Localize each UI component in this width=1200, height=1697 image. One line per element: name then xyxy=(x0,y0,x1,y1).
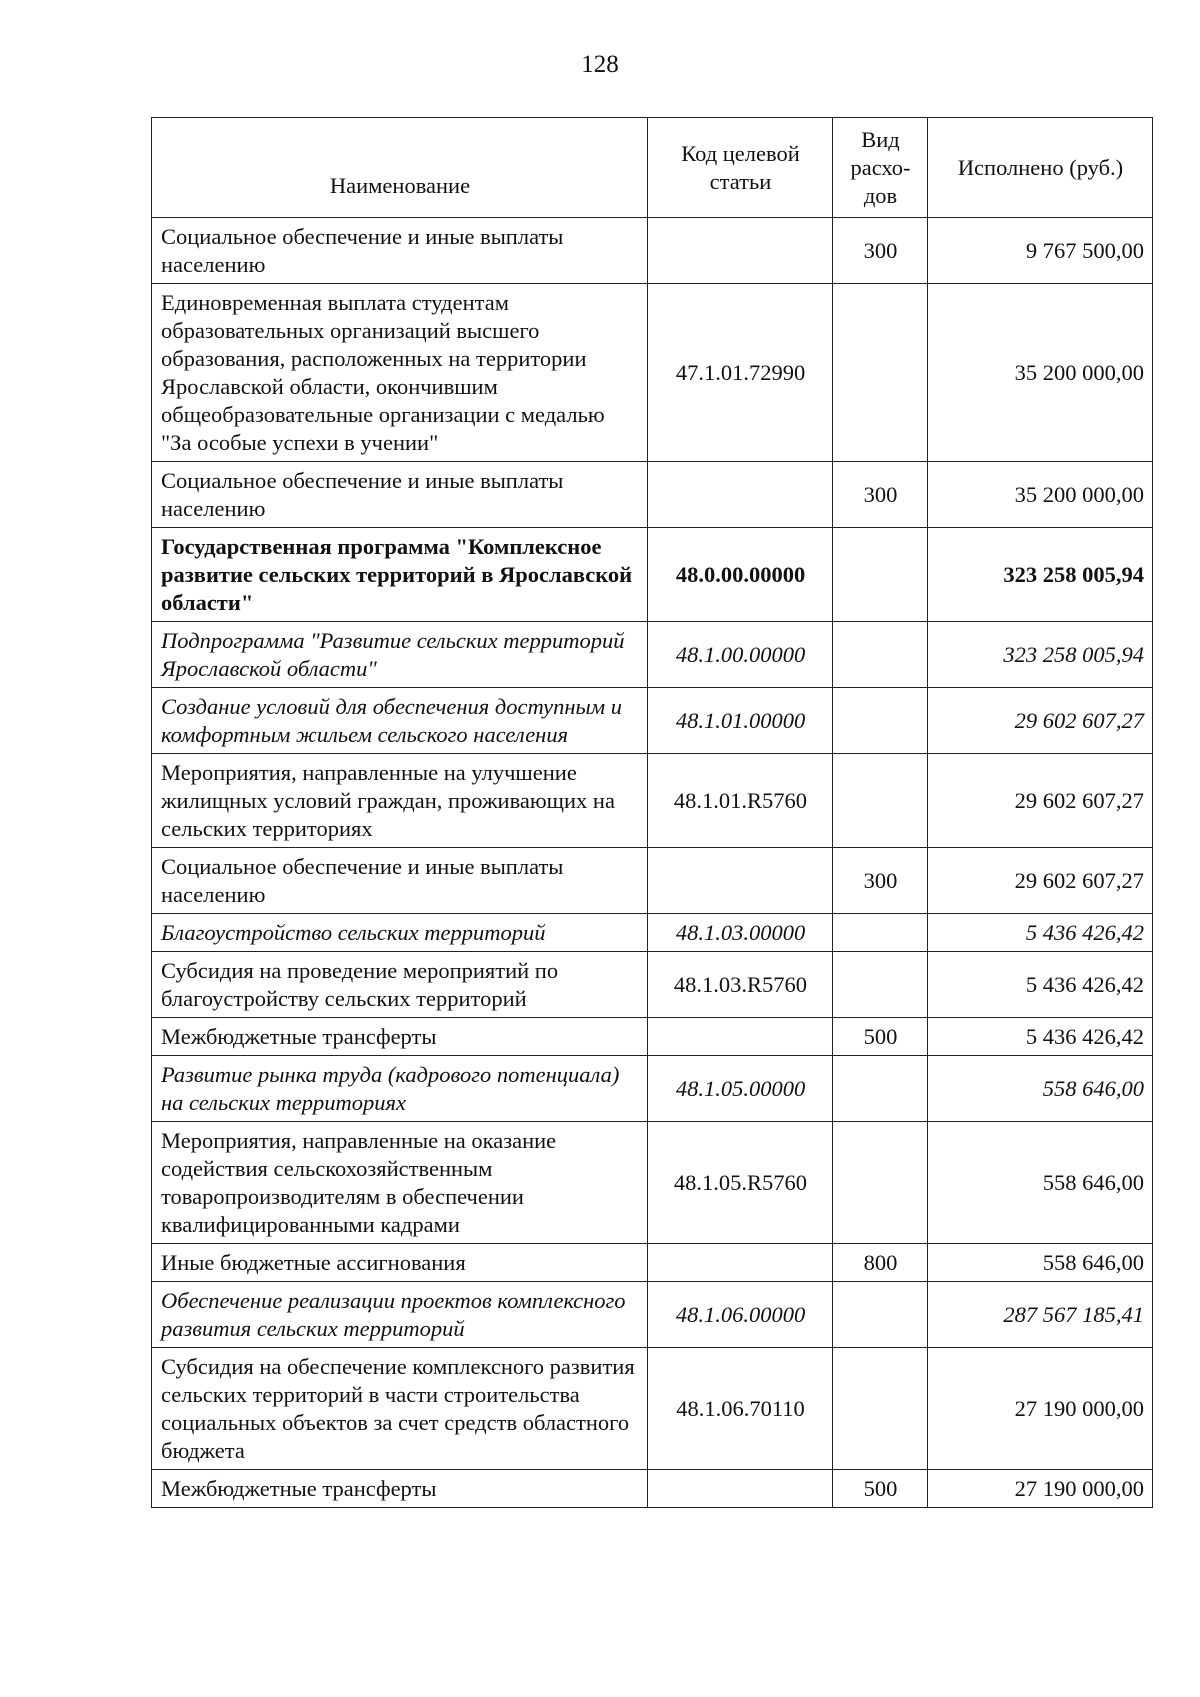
row-name: Субсидия на обеспечение комплексного развития сельских территорий в части строительства социальных объектов за счет средств областного бюджета xyxy=(152,1348,648,1470)
row-name: Единовременная выплата студентам образовательных организаций высшего образования, расположенных на территории Ярославской области, окончившим общеобразовательные организации с медалью "За особые успехи в учении" xyxy=(152,284,648,462)
row-name: Социальное обеспечение и иные выплаты населению xyxy=(152,218,648,284)
row-name: Государственная программа "Комплексное развитие сельских территорий в Ярославской области" xyxy=(152,528,648,622)
row-amount: 5 436 426,42 xyxy=(928,1018,1153,1056)
header-code: Код целевой статьи xyxy=(648,118,833,218)
row-amount: 29 602 607,27 xyxy=(928,688,1153,754)
row-expense-type: 300 xyxy=(833,462,928,528)
header-name: Наименование xyxy=(152,118,648,218)
table-row xyxy=(152,1282,1153,1348)
row-name: Социальное обеспечение и иные выплаты населению xyxy=(152,462,648,528)
row-name: Субсидия на проведение мероприятий по благоустройству сельских территорий xyxy=(152,952,648,1018)
row-amount: 27 190 000,00 xyxy=(928,1470,1153,1508)
row-expense-type xyxy=(833,284,928,462)
row-name: Развитие рынка труда (кадрового потенциала) на сельских территориях xyxy=(152,1056,648,1122)
table-row xyxy=(152,1122,1153,1244)
row-expense-type xyxy=(833,688,928,754)
table-row xyxy=(152,1244,1153,1282)
row-amount: 9 767 500,00 xyxy=(928,218,1153,284)
row-amount: 35 200 000,00 xyxy=(928,284,1153,462)
row-expense-type: 300 xyxy=(833,218,928,284)
table-row xyxy=(152,1018,1153,1056)
row-name: Подпрограмма "Развитие сельских территорий Ярославской области" xyxy=(152,622,648,688)
row-amount: 558 646,00 xyxy=(928,1056,1153,1122)
row-code: 48.1.01.R5760 xyxy=(648,754,833,848)
table-row xyxy=(152,848,1153,914)
row-name: Создание условий для обеспечения доступным и комфортным жильем сельского населения xyxy=(152,688,648,754)
page-number: 128 xyxy=(581,51,619,78)
row-amount: 323 258 005,94 xyxy=(928,528,1153,622)
row-expense-type xyxy=(833,1282,928,1348)
row-expense-type: 300 xyxy=(833,848,928,914)
budget-execution-table xyxy=(151,117,1153,1508)
table-row xyxy=(152,688,1153,754)
table-row xyxy=(152,952,1153,1018)
row-code xyxy=(648,1244,833,1282)
row-amount: 5 436 426,42 xyxy=(928,952,1153,1018)
row-code xyxy=(648,1018,833,1056)
row-name: Межбюджетные трансферты xyxy=(152,1470,648,1508)
row-code: 48.1.05.R5760 xyxy=(648,1122,833,1244)
row-code: 48.1.03.R5760 xyxy=(648,952,833,1018)
header-amount: Исполнено (руб.) xyxy=(928,118,1153,218)
table-row xyxy=(152,914,1153,952)
row-code xyxy=(648,218,833,284)
table-row xyxy=(152,754,1153,848)
table-row xyxy=(152,462,1153,528)
row-expense-type xyxy=(833,914,928,952)
table-row xyxy=(152,528,1153,622)
row-amount: 35 200 000,00 xyxy=(928,462,1153,528)
row-amount: 29 602 607,27 xyxy=(928,754,1153,848)
row-code: 48.0.00.00000 xyxy=(648,528,833,622)
header-expense-type: Вид расхо-дов xyxy=(833,118,928,218)
row-amount: 558 646,00 xyxy=(928,1244,1153,1282)
table-row xyxy=(152,622,1153,688)
row-code xyxy=(648,1470,833,1508)
row-code xyxy=(648,848,833,914)
row-expense-type xyxy=(833,622,928,688)
table-body xyxy=(152,218,1153,1508)
row-expense-type xyxy=(833,952,928,1018)
row-expense-type: 500 xyxy=(833,1470,928,1508)
table-row xyxy=(152,284,1153,462)
table-row xyxy=(152,1056,1153,1122)
row-name: Благоустройство сельских территорий xyxy=(152,914,648,952)
row-name: Мероприятия, направленные на улучшение жилищных условий граждан, проживающих на сельских территориях xyxy=(152,754,648,848)
row-amount: 323 258 005,94 xyxy=(928,622,1153,688)
row-expense-type: 800 xyxy=(833,1244,928,1282)
row-code: 47.1.01.72990 xyxy=(648,284,833,462)
row-expense-type xyxy=(833,1348,928,1470)
row-code: 48.1.06.00000 xyxy=(648,1282,833,1348)
row-amount: 558 646,00 xyxy=(928,1122,1153,1244)
table-row xyxy=(152,1348,1153,1470)
row-name: Иные бюджетные ассигнования xyxy=(152,1244,648,1282)
row-code: 48.1.00.00000 xyxy=(648,622,833,688)
row-code: 48.1.05.00000 xyxy=(648,1056,833,1122)
table-row xyxy=(152,1470,1153,1508)
row-expense-type xyxy=(833,528,928,622)
row-name: Межбюджетные трансферты xyxy=(152,1018,648,1056)
row-expense-type xyxy=(833,754,928,848)
row-expense-type xyxy=(833,1122,928,1244)
row-amount: 27 190 000,00 xyxy=(928,1348,1153,1470)
row-amount: 29 602 607,27 xyxy=(928,848,1153,914)
table-header-row xyxy=(152,118,1153,218)
row-expense-type: 500 xyxy=(833,1018,928,1056)
table-row xyxy=(152,218,1153,284)
row-code xyxy=(648,462,833,528)
row-expense-type xyxy=(833,1056,928,1122)
row-amount: 287 567 185,41 xyxy=(928,1282,1153,1348)
row-name: Мероприятия, направленные на оказание содействия сельскохозяйственным товаропроизводителям в обеспечении квалифицированными кадрами xyxy=(152,1122,648,1244)
row-code: 48.1.01.00000 xyxy=(648,688,833,754)
row-amount: 5 436 426,42 xyxy=(928,914,1153,952)
row-code: 48.1.06.70110 xyxy=(648,1348,833,1470)
row-name: Социальное обеспечение и иные выплаты населению xyxy=(152,848,648,914)
row-code: 48.1.03.00000 xyxy=(648,914,833,952)
row-name: Обеспечение реализации проектов комплексного развития сельских территорий xyxy=(152,1282,648,1348)
